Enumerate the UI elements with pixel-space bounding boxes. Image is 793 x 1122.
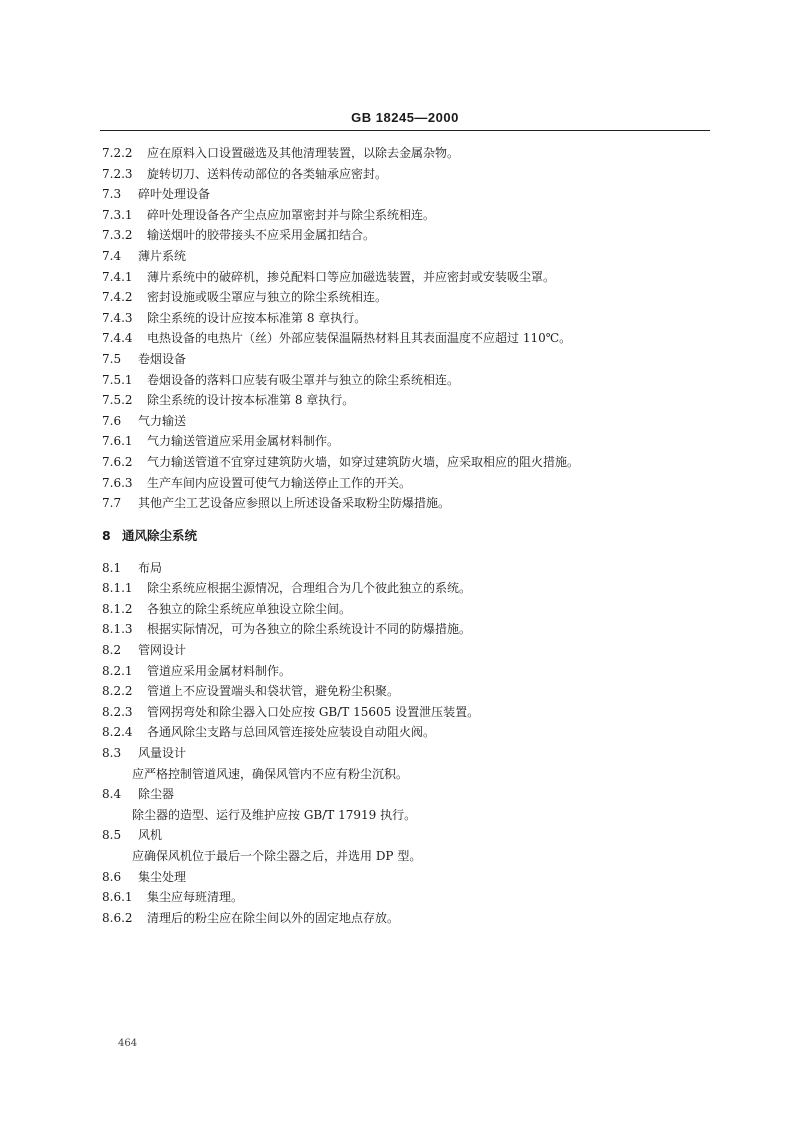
section-number: 8: [102, 527, 111, 543]
clause-text: 碎叶处理设备: [138, 187, 211, 202]
clause-text: 密封设施或吸尘罩应与独立的除尘系统相连。: [147, 290, 388, 305]
clause-number: 7.6.2: [102, 454, 133, 469]
section-7-clauses: [102, 143, 702, 514]
clause-line: [102, 308, 702, 329]
clause-number: 7.2.3: [102, 166, 133, 181]
clause-text: 输送烟叶的胶带接头不应采用金属扣结合。: [147, 228, 376, 243]
clause-number: 7.4.4: [102, 331, 133, 346]
clause-number: 8.5: [102, 828, 122, 843]
clause-line: [102, 370, 702, 391]
clause-number: 7.7: [102, 496, 122, 511]
section-heading: [102, 525, 702, 547]
clause-line: [102, 225, 702, 246]
clause-text: 薄片系统中的破碎机，掺兑配料口等应加磁选装置，并应密封或安装吸尘罩。: [147, 269, 556, 284]
clause-line: [102, 287, 702, 308]
clause-number: 7.5: [102, 351, 122, 366]
clause-number: 8.6: [102, 869, 122, 884]
clause-number: 8.6.1: [102, 890, 133, 905]
clause-number: 7.4.3: [102, 310, 133, 325]
clause-text: 除尘器: [138, 787, 175, 802]
clause-text: 生产车间内应设置可使气力输送停止工作的开关。: [147, 475, 412, 490]
clause-number: 8.1: [102, 560, 122, 575]
clause-line: [102, 473, 702, 494]
clause-line: [102, 661, 702, 682]
clause-number: 7.6: [102, 413, 122, 428]
clause-text: 风机: [138, 828, 163, 843]
clause-text: 除尘系统的设计按本标准第 8 章执行。: [147, 393, 355, 408]
clause-line: [102, 328, 702, 349]
clause-line: [102, 184, 702, 205]
clause-line: [102, 722, 702, 743]
clause-number: 8.2.4: [102, 725, 133, 740]
clause-line: [102, 825, 702, 846]
clause-text: 各独立的除尘系统应单独设立除尘间。: [147, 601, 352, 616]
clause-text: 除尘系统的设计应按本标准第 8 章执行。: [147, 310, 367, 325]
clause-line: [102, 681, 702, 702]
clause-number: 7.3: [102, 187, 122, 202]
clause-text: 薄片系统: [138, 248, 187, 263]
clause-line: [102, 267, 702, 288]
clause-number: 8.1.3: [102, 622, 133, 637]
standard-code: GB 18245—2000: [351, 110, 459, 125]
clause-line: [102, 411, 702, 432]
section-gap: [102, 547, 702, 558]
clause-text: 碎叶处理设备各产尘点应加罩密封并与除尘系统相连。: [147, 207, 436, 222]
clause-number: 7.6.3: [102, 475, 133, 490]
clause-number: 8.1.2: [102, 601, 133, 616]
clause-number: 7.3.2: [102, 228, 133, 243]
clause-number: 7.5.2: [102, 393, 133, 408]
clause-number: 8.3: [102, 746, 122, 761]
clause-line: [102, 164, 702, 185]
clause-line: [102, 619, 702, 640]
clause-text: 旋转切刀、送料传动部位的各类轴承应密封。: [147, 166, 388, 181]
clause-number: 8.2.2: [102, 684, 133, 699]
clause-line: [102, 452, 702, 473]
clause-number: 7.5.1: [102, 372, 133, 387]
section-title: 通风除尘系统: [122, 527, 198, 543]
clause-text: 集尘处理: [138, 869, 187, 884]
clause-line: [102, 599, 702, 620]
clause-line: [102, 558, 702, 579]
clause-text: 卷烟设备的落料口应装有吸尘罩并与独立的除尘系统相连。: [147, 372, 460, 387]
page-header: [100, 110, 710, 128]
clause-line: [102, 493, 702, 514]
clause-line: [102, 805, 702, 826]
clause-line: [102, 578, 702, 599]
clause-text: 除尘器的造型、运行及维护应按 GB/T 17919 执行。: [132, 807, 417, 822]
clause-text: 清理后的粉尘应在除尘间以外的固定地点存放。: [147, 910, 400, 925]
clause-text: 其他产尘工艺设备应参照以上所述设备采取粉尘防爆措施。: [138, 496, 451, 511]
clause-text: 气力输送管道不宜穿过建筑防火墙，如穿过建筑防火墙，应采取相应的阻火措施。: [147, 454, 580, 469]
page-number: 464: [118, 1038, 138, 1049]
clause-number: 8.1.1: [102, 581, 133, 596]
clause-text: 各通风除尘支路与总回风管连接处应装设自动阻火阀。: [147, 725, 436, 740]
document-body: [102, 143, 702, 928]
clause-line: [102, 246, 702, 267]
section-gap: [102, 514, 702, 525]
clause-text: 应确保风机位于最后一个除尘器之后，并选用 DP 型。: [132, 849, 422, 863]
clause-line: [102, 349, 702, 370]
header-rule: [100, 130, 710, 131]
clause-number: 8.6.2: [102, 910, 133, 925]
clause-number: 7.6.1: [102, 434, 133, 449]
clause-line: [102, 702, 702, 723]
clause-text: 风量设计: [138, 746, 187, 761]
clause-text: 布局: [138, 560, 163, 575]
clause-line: [102, 764, 702, 785]
clause-text: 应严格控制管道风速，确保风管内不应有粉尘沉积。: [132, 766, 409, 781]
clause-line: [102, 640, 702, 661]
section-8-clauses: [102, 558, 702, 929]
clause-line: [102, 390, 702, 411]
clause-line: [102, 743, 702, 764]
clause-line: [102, 784, 702, 805]
clause-line: [102, 143, 702, 164]
clause-text: 卷烟设备: [138, 351, 187, 366]
clause-text: 管道上不应设置端头和袋状管，避免粉尘积聚。: [147, 684, 400, 699]
clause-text: 电热设备的电热片（丝）外部应装保温隔热材料且其表面温度不应超过 110℃。: [147, 331, 572, 346]
clause-text: 气力输送管道应采用金属材料制作。: [147, 434, 340, 449]
clause-line: [102, 846, 702, 867]
clause-line: [102, 887, 702, 908]
clause-text: 气力输送: [138, 413, 187, 428]
clause-number: 7.3.1: [102, 207, 133, 222]
clause-text: 除尘系统应根据尘源情况，合理组合为几个彼此独立的系统。: [147, 581, 472, 596]
clause-number: 8.4: [102, 787, 122, 802]
clause-line: [102, 205, 702, 226]
clause-text: 管道应采用金属材料制作。: [147, 663, 292, 678]
clause-line: [102, 431, 702, 452]
clause-line: [102, 908, 702, 929]
clause-number: 7.4.1: [102, 269, 133, 284]
clause-number: 7.2.2: [102, 146, 133, 160]
clause-text: 应在原料入口设置磁选及其他清理装置，以除去金属杂物。: [147, 146, 460, 160]
clause-text: 根据实际情况，可为各独立的除尘系统设计不同的防爆措施。: [147, 622, 472, 637]
clause-text: 集尘应每班清理。: [147, 890, 244, 905]
clause-text: 管网设计: [138, 643, 187, 658]
clause-number: 7.4.2: [102, 290, 133, 305]
clause-number: 8.2.3: [102, 704, 133, 719]
clause-text: 管网拐弯处和除尘器入口处应按 GB/T 15605 设置泄压装置。: [147, 704, 480, 719]
clause-line: [102, 867, 702, 888]
clause-number: 7.4: [102, 248, 122, 263]
clause-number: 8.2.1: [102, 663, 133, 678]
clause-number: 8.2: [102, 643, 122, 658]
